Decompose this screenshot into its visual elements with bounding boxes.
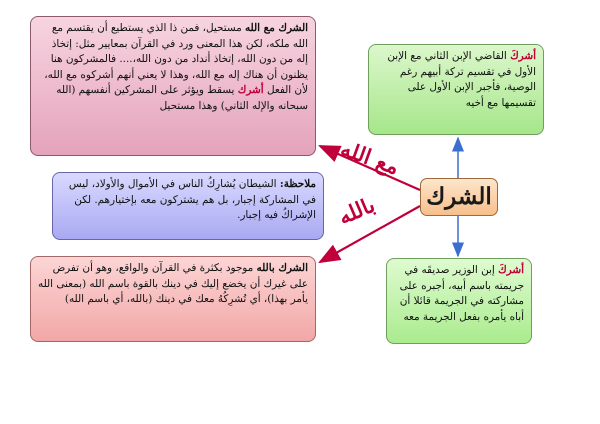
box-shirk-billah <box>30 256 316 342</box>
box-shirk-maa-allah-body: مستحيل، فمن ذا الذي يستطيع أن يقتسم مع الله ملكه، لكن هذا المعنى ورد في القرآن بمعايير مثل: إتخاذ إله من دون الله، إتخاذ أنداد من دون الله،.... فالمشركون هنا يظنون أن هناك إله مع الله، وهذا لا يعني أنهم أشركوه مع الله، لأن الفعل <box>44 22 308 96</box>
box-note-lead: ملاحظة: <box>279 178 316 190</box>
box-example-crime-text <box>394 263 524 325</box>
box-example-crime <box>386 258 532 344</box>
box-shirk-maa-allah-highlight: أشرك <box>237 84 264 96</box>
box-example-inheritance-text <box>376 49 536 111</box>
box-shirk-billah-lead: الشرك بالله <box>256 262 308 274</box>
box-note-text <box>60 177 316 224</box>
box-shirk-billah-body: موجود بكثرة في القرآن والواقع، وهو أن تفرض على غيرك أن يخضع إليك في دينك بالقوة باسم الله (بمعنى الله يأمر بهذا)، أي تُشرِكُهُ معك في دينك (بالله، أي باسم الله) <box>38 262 308 305</box>
center-node-shirk: الشرك <box>420 178 498 216</box>
box-shirk-maa-allah-body-2: يسقط ويؤثر على المشركين أنفسهم (الله سبحانه والإله الثاني) وهذا مستحيل <box>56 84 308 112</box>
box-example-crime-body: إبن الوزير صديقَه في جريمته باسم أبيه، أجبره على مشاركته في الجريمة قائلا أن أباه يأمره بفعل الجريمة معه <box>399 264 524 323</box>
box-example-crime-highlight: أشركَ <box>498 264 524 276</box>
box-note-body: الشيطان يُشارِكُ الناس في الأموال والأولاد، ليس في المشاركة إجبار، بل هم يشتركون معه بإختيارهم. لكن الإشراكُ فيه إجبار. <box>68 178 316 221</box>
edge-label-maa-allah: مع الله <box>337 135 403 180</box>
box-example-inheritance-highlight: أشركَ <box>510 50 536 62</box>
box-example-inheritance-body: القاضي الإبن الثاني مع الإبن الأول في تقسيم تركة أبيهم رغم الوصية، فأجبر الإبن الأول على تقسيمها مع أخيه <box>387 50 536 109</box>
box-shirk-maa-allah-lead: الشرك مع الله <box>244 22 308 34</box>
edge-label-billah: بالله <box>334 191 379 230</box>
box-shirk-maa-allah-text <box>38 21 308 114</box>
box-note <box>52 172 324 240</box>
box-example-inheritance <box>368 44 544 135</box>
box-shirk-maa-allah <box>30 16 316 156</box>
box-shirk-billah-text <box>38 261 308 308</box>
